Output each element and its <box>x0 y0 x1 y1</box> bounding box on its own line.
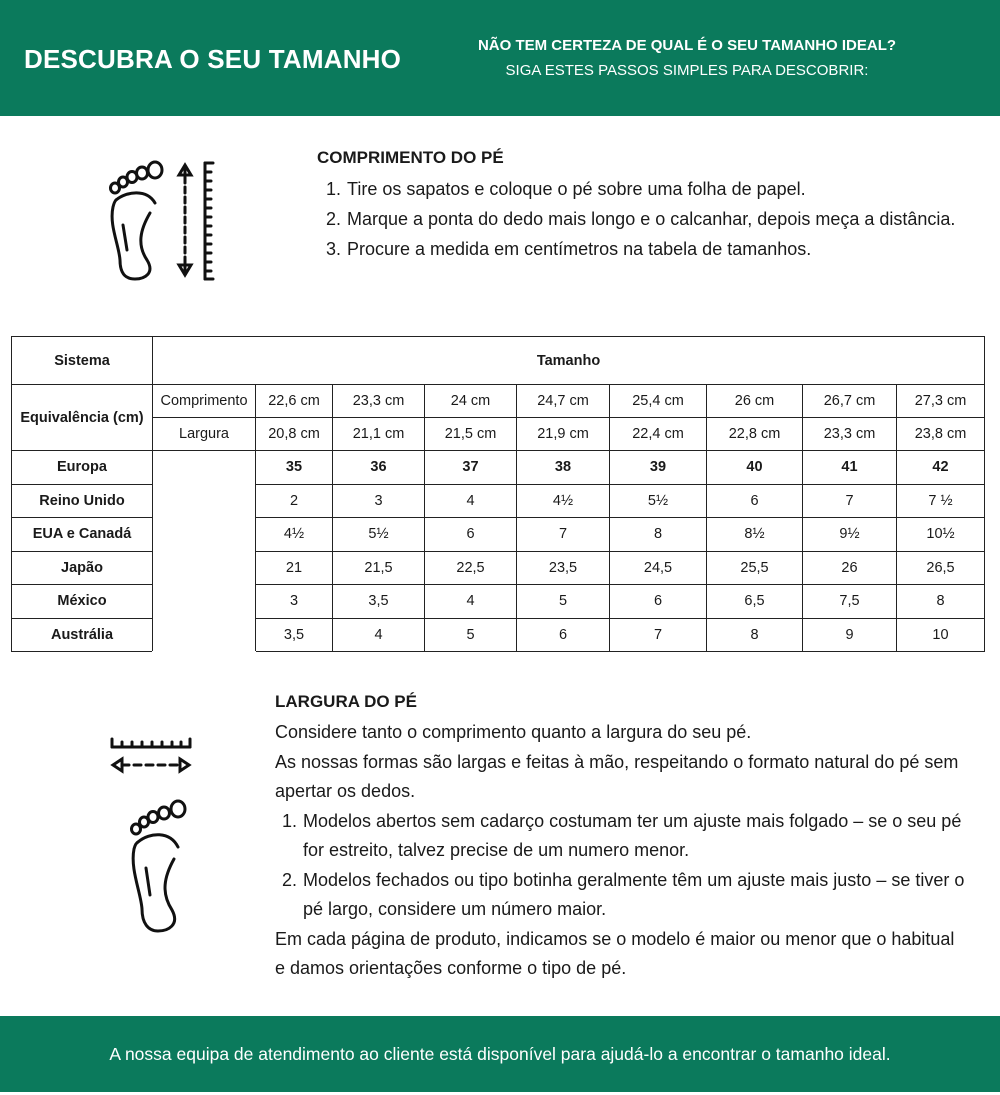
width-label: Largura <box>153 418 256 451</box>
table-row: EUA e Canadá 4½ 5½ 6 7 8 8½ 9½ 10½ <box>12 518 985 552</box>
size-chart-table <box>11 336 985 652</box>
empty-cell <box>153 451 256 652</box>
width-intro-2: As nossas formas são largas e feitas à mão, respeitando o formato natural do pé sem apertar os dedos. <box>275 751 959 801</box>
length-section-title: COMPRIMENTO DO PÉ <box>317 148 504 167</box>
width-tip: 2. Modelos fechados ou tipo botinha geralmente têm um ajuste mais justo – se tiver o pé largo, considere um número maior. <box>281 869 965 919</box>
footer-banner <box>0 1016 1000 1092</box>
foot-length-measure-icon <box>105 155 225 285</box>
table-row: Europa 35 36 37 38 39 40 41 42 <box>12 451 985 485</box>
length-steps-list <box>317 174 977 264</box>
length-step: 3. Procure a medida em centímetros na tabela de tamanhos. <box>325 239 812 259</box>
table-header-row <box>12 337 985 385</box>
equivalence-label: Equivalência (cm) <box>12 385 153 451</box>
width-instructions <box>275 690 965 984</box>
length-step: 2. Marque a ponta do dedo mais longo e o calcanhar, depois meça a distância. <box>325 209 956 229</box>
banner-subtitle: SIGA ESTES PASSOS SIMPLES PARA DESCOBRIR: <box>505 62 869 79</box>
width-tips-list <box>275 807 965 925</box>
table-row: México 3 3,5 4 5 6 6,5 7,5 8 <box>12 585 985 619</box>
length-label: Comprimento <box>153 385 256 418</box>
size-header: Tamanho <box>153 337 985 385</box>
length-instructions <box>317 148 977 264</box>
width-intro-1: Considere tanto o comprimento quanto a largura do seu pé. <box>275 722 752 742</box>
width-tip: 1. Modelos abertos sem cadarço costumam ter um ajuste mais folgado – se o seu pé for estreito, talvez precise de um numero menor. <box>281 810 962 860</box>
width-closing: Em cada página de produto, indicamos se o modelo é maior ou menor que o habitual e damos orientações conforme o tipo de pé. <box>275 928 955 978</box>
foot-width-measure-icon <box>108 735 198 935</box>
banner-question: NÃO TEM CERTEZA DE QUAL É O SEU TAMANHO IDEAL? <box>477 37 897 54</box>
table-row: Austrália 3,5 4 5 6 7 8 9 10 <box>12 618 985 652</box>
header-banner <box>0 0 1000 116</box>
width-section-title: LARGURA DO PÉ <box>275 692 417 711</box>
footer-text: A nossa equipa de atendimento ao cliente está disponível para ajudá-lo a encontrar o tamanho ideal. <box>109 1044 891 1064</box>
length-step: 1. Tire os sapatos e coloque o pé sobre uma folha de papel. <box>325 179 806 199</box>
page-title: DESCUBRA O SEU TAMANHO <box>24 44 402 74</box>
system-header: Sistema <box>12 337 153 385</box>
table-row: Japão 21 21,5 22,5 23,5 24,5 25,5 26 26,5 <box>12 551 985 585</box>
table-row: Reino Unido 2 3 4 4½ 5½ 6 7 7 ½ <box>12 484 985 518</box>
table-row-length: Equivalência (cm) Comprimento 22,6 cm 23,3 cm 24 cm 24,7 cm 25,4 cm 26 cm 26,7 cm 27,3 cm <box>12 385 985 418</box>
table-row-width: Largura 20,8 cm 21,1 cm 21,5 cm 21,9 cm 22,4 cm 22,8 cm 23,3 cm 23,8 cm <box>12 418 985 451</box>
